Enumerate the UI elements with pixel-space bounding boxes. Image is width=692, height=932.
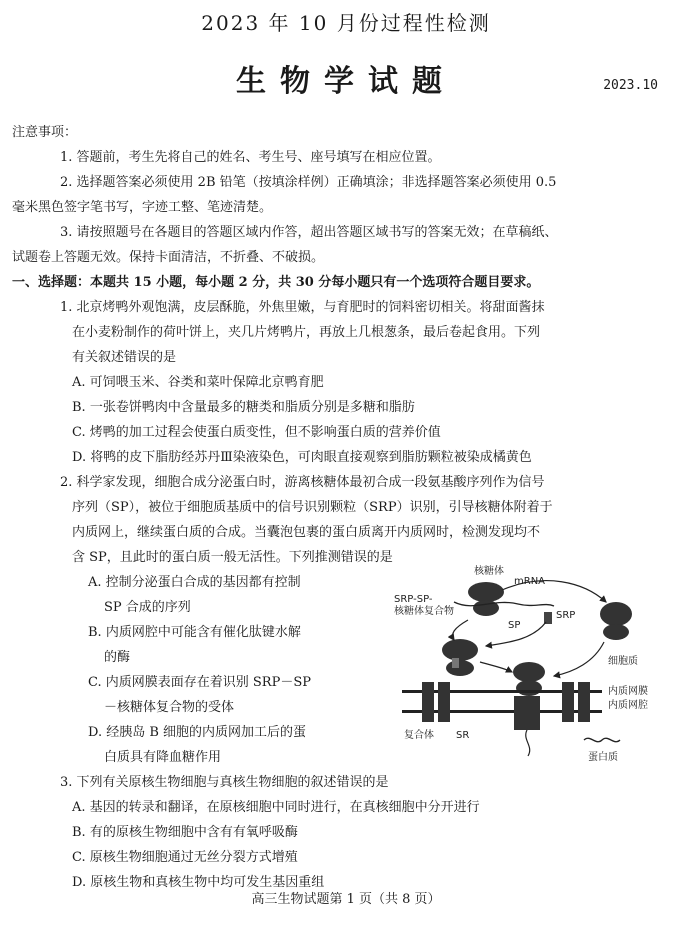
q2-options-block <box>12 566 672 770</box>
q2-stem-line: 内质网上，继续蛋白质的合成。当囊泡包裹的蛋白质离开内质网时，检测发现均不 <box>72 525 541 540</box>
peptide-chain <box>526 730 530 756</box>
mrna-strand <box>454 602 554 606</box>
q2-option-a-cont: SP 合成的序列 <box>104 600 191 615</box>
notice-line: 1. 答题前，考生先将自己的姓名、考生号、座号填写在相应位置。 <box>60 150 441 165</box>
q1-stem-line: 在小麦粉制作的荷叶饼上，夹几片烤鸭片，再放上几根葱条，最后卷起食用。下列 <box>72 325 541 340</box>
exam-body <box>12 120 672 895</box>
section-heading: 一、选择题：本题共 15 小题，每小题 2 分，共 30 分每小题只有一个选项符合题目要求。 <box>12 275 540 290</box>
notice-line: 试题卷上答题无效。保持卡面清洁，不折叠、不破损。 <box>12 250 325 265</box>
exam-name: 2023 年 10 月份过程性检测 <box>201 11 491 35</box>
q2-option-b-cont: 的酶 <box>104 650 131 665</box>
q2-option-d-cont: 白质具有降血糖作用 <box>104 750 222 765</box>
q3-option-b: B. 有的原核生物细胞中含有有氧呼吸酶 <box>72 825 298 840</box>
notice-heading: 注意事项： <box>12 125 78 140</box>
free-ribosome-shape <box>468 582 504 616</box>
srp-complex-shape <box>442 639 478 676</box>
q1-option-b: B. 一张卷饼鸭肉中含量最多的糖类和脂质分别是多糖和脂肪 <box>72 400 415 415</box>
q3-option-d: D. 原核生物和真核生物中均可发生基因重组 <box>72 875 325 890</box>
label-mrna: mRNA <box>514 576 546 587</box>
label-srp-complex-2: 核糖体复合物 <box>394 606 454 617</box>
q1-option-a: A. 可饲喂玉米、谷类和菜叶保障北京鸭育肥 <box>72 375 324 390</box>
cycle-arrow <box>554 642 604 676</box>
cycle-arrow <box>453 620 468 640</box>
q2-stem-line: 序列（SP），被位于细胞质基质中的信号识别颗粒（SRP）识别，引导核糖体附着于 <box>72 500 553 515</box>
q2-options <box>12 570 402 770</box>
q2-option-c: C. 内质网膜表面存在着识别 SRP－SP <box>88 675 311 690</box>
q1-stem-line: 有关叙述错误的是 <box>72 350 177 365</box>
released-ribosome-shape <box>600 602 632 640</box>
q3-option-c: C. 原核生物细胞通过无丝分裂方式增殖 <box>72 850 298 865</box>
q2-option-b: B. 内质网腔中可能含有催化肽键水解 <box>88 625 301 640</box>
label-ribosome: 核糖体 <box>474 566 504 577</box>
er-membrane-shape <box>402 682 602 730</box>
label-cytoplasm: 细胞质 <box>608 656 638 667</box>
label-srp-complex-1: SRP-SP- <box>394 594 433 605</box>
label-sr: SR <box>456 730 470 741</box>
page-footer: 高三生物试题第 1 页（共 8 页） <box>251 892 441 907</box>
srp-pathway-diagram <box>394 562 664 774</box>
q2-option-a: A. 控制分泌蛋白合成的基因都有控制 <box>88 575 301 590</box>
label-er-lumen: 内质网腔 <box>608 700 648 711</box>
notice-line: 3. 请按照题号在各题目的答题区域内作答，超出答题区域书写的答案无效；在草稿纸、 <box>60 225 558 240</box>
cycle-arrow <box>480 662 512 672</box>
exam-date: 2023.10 <box>603 78 658 93</box>
label-protein: 蛋白质 <box>588 752 618 763</box>
q3-option-a: A. 基因的转录和翻译，在原核细胞中同时进行，在真核细胞中分开进行 <box>72 800 480 815</box>
q1-option-d: D. 将鸭的皮下脂肪经苏丹Ⅲ染液染色，可肉眼直接观察到脂肪颗粒被染成橘黄色 <box>72 450 532 465</box>
label-complex: 复合体 <box>404 730 434 741</box>
protein-squiggle <box>584 738 620 741</box>
q1-stem-line: 1. 北京烤鸭外观饱满，皮层酥脆，外焦里嫩，与育肥时的饲料密切相关。将甜面酱抹 <box>60 300 545 315</box>
q2-stem-line: 含 SP，且此时的蛋白质一般无活性。下列推测错误的是 <box>72 550 393 565</box>
label-srp: SRP <box>556 610 576 621</box>
q1-option-c: C. 烤鸭的加工过程会使蛋白质变性，但不影响蛋白质的营养价值 <box>72 425 441 440</box>
label-sp: SP <box>508 620 521 631</box>
q3-stem: 3. 下列有关原核生物细胞与真核生物细胞的叙述错误的是 <box>60 775 389 790</box>
notice-line: 2. 选择题答案必须使用 2B 铅笔（按填涂样例）正确填涂；非选择题答案必须使用 0.5 <box>60 175 557 190</box>
page-title: 生物学试题 <box>236 64 456 99</box>
q2-option-d: D. 经胰岛 B 细胞的内质网加工后的蛋 <box>88 725 307 740</box>
notice-line: 毫米黑色签字笔书写，字迹工整、笔迹清楚。 <box>12 200 273 215</box>
q2-stem-line: 2. 科学家发现，细胞合成分泌蛋白时，游离核糖体最初合成一段氨基酸序列作为信号 <box>60 475 545 490</box>
label-er-membrane: 内质网膜 <box>608 686 648 697</box>
q2-option-c-cont: －核糖体复合物的受体 <box>104 700 235 715</box>
